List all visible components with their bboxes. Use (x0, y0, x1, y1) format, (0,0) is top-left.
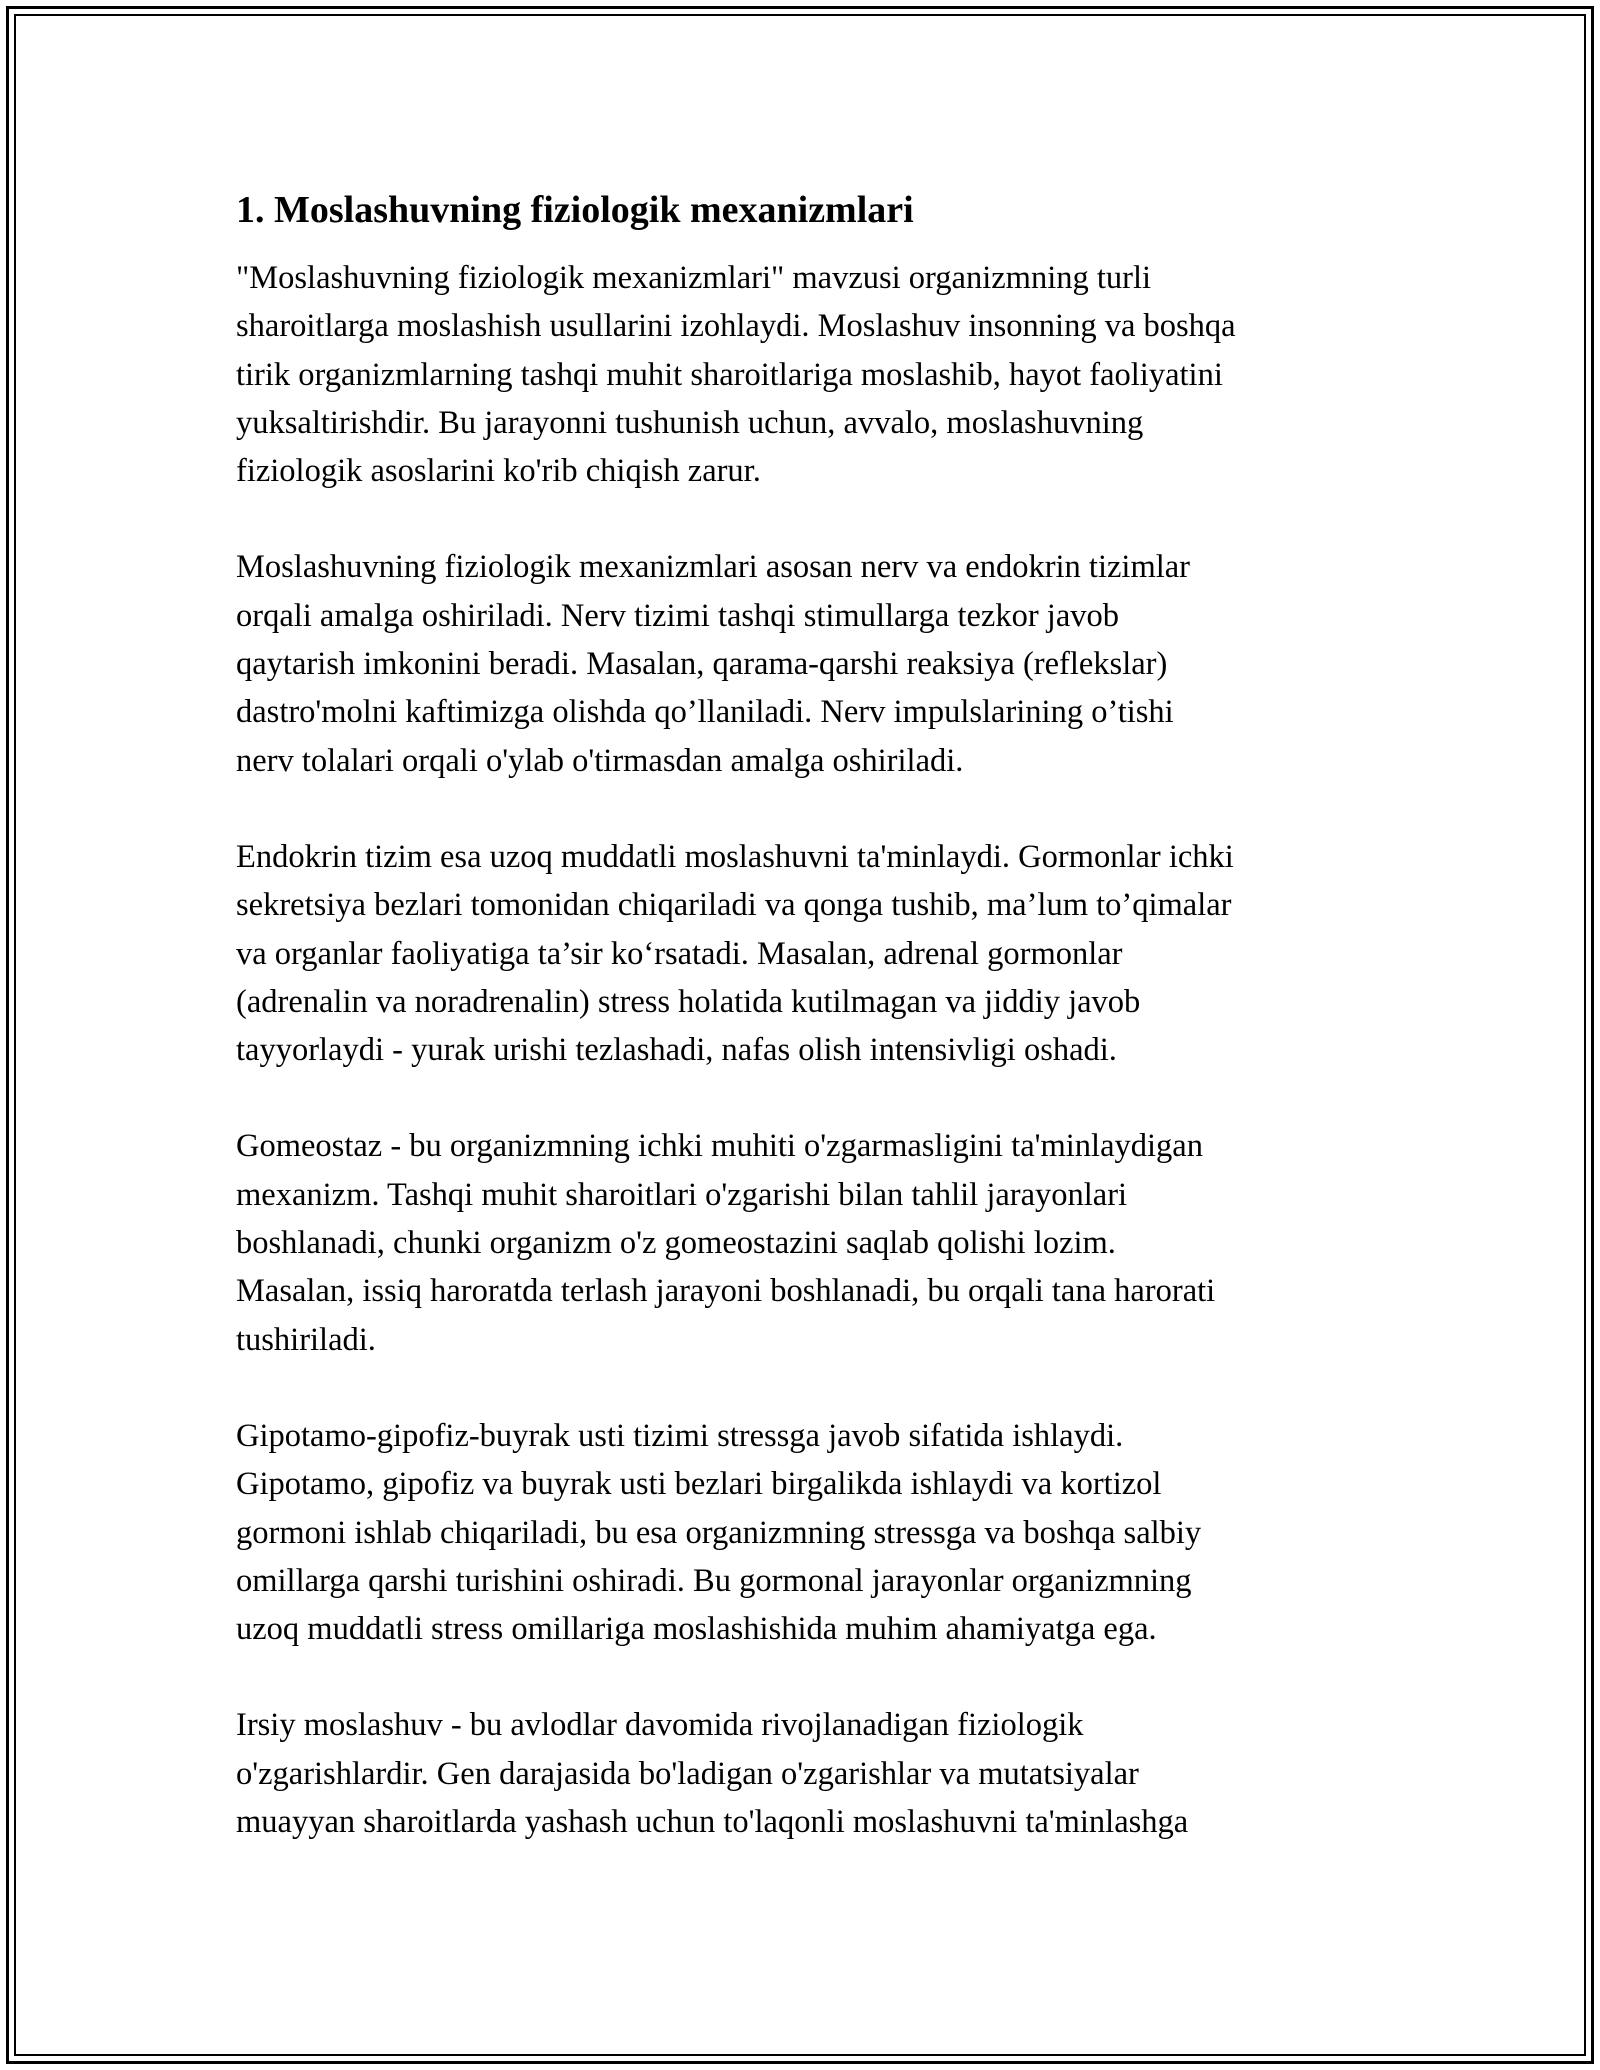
paragraph-hpa-axis: Gipotamo-gipofiz-buyrak usti tizimi stressga javob sifatida ishlaydi. Gipotamo, gipofiz va buyrak usti bezlari birgalikda ishlaydi va kortizol gormoni ishlab chiqariladi, bu esa organizmning stressga va boshqa salbiy omillarga qarshi turishini oshiradi. Bu gormonal jarayonlar organizmning uzoq muddatli stress omillariga moslashishida muhim ahamiyatga ega. (236, 1417, 1202, 1648)
paragraph-endocrine-system: Endokrin tizim esa uzoq muddatli moslashuvni ta'minlaydi. Gormonlar ichki sekretsiya bezlari tomonidan chiqariladi va qonga tushib, ma’lum to’qimalar va organlar faoliyatiga ta’sir ko‘rsatadi. Masalan, adrenal gormonlar (adrenalin va noradrenalin) stress holatida kutilmagan va jiddiy javob tayyorlaydi - yurak urishi tezlashadi, nafas olish intensivligi oshadi. (236, 838, 1234, 1069)
paragraph-intro: "Moslashuvning fiziologik mexanizmlari" mavzusi organizmning turli sharoitlarga moslashish usullarini izohlaydi. Moslashuv insonning va boshqa tirik organizmlarning tashqi muhit sharoitlariga moslashib, hayot faoliyatini yuksaltirishdir. Bu jarayonni tushunish uchun, avvalo, moslashuvning fiziologik asoslarini ko'rib chiqish zarur. (236, 260, 1236, 490)
document-body (236, 186, 1376, 1894)
paragraph-homeostasis: Gomeostaz - bu organizmning ichki muhiti o'zgarmasligini ta'minlaydigan mexanizm. Tashqi muhit sharoitlari o'zgarishi bilan tahlil jarayonlari boshlanadi, chunki organizm o'z gomeostazini saqlab qolishi lozim. Masalan, issiq haroratda terlash jarayoni boshlanadi, bu orqali tana harorati tushiriladi. (236, 1128, 1216, 1358)
paragraph-hereditary-adaptation: Irsiy moslashuv - bu avlodlar davomida rivojlanadigan fiziologik o'zgarishlardir. Gen darajasida bo'ladigan o'zgarishlar va mutatsiyalar muayyan sharoitlarda yashash uchun to'laqonli moslashuvni ta'minlashga (236, 1707, 1189, 1841)
paragraph-nervous-system: Moslashuvning fiziologik mexanizmlari asosan nerv va endokrin tizimlar orqali amalga oshiriladi. Nerv tizimi tashqi stimullarga tezkor javob qaytarish imkonini beradi. Masalan, qarama-qarshi reaksiya (reflekslar) dastro'molni kaftimizga olishda qo’llaniladi. Nerv impulslarining o’tishi nerv tolalari orqali o'ylab o'tirmasdan amalga oshiriladi. (236, 549, 1191, 779)
page-title: 1. Moslashuvning fiziologik mexanizmlari (236, 189, 914, 231)
